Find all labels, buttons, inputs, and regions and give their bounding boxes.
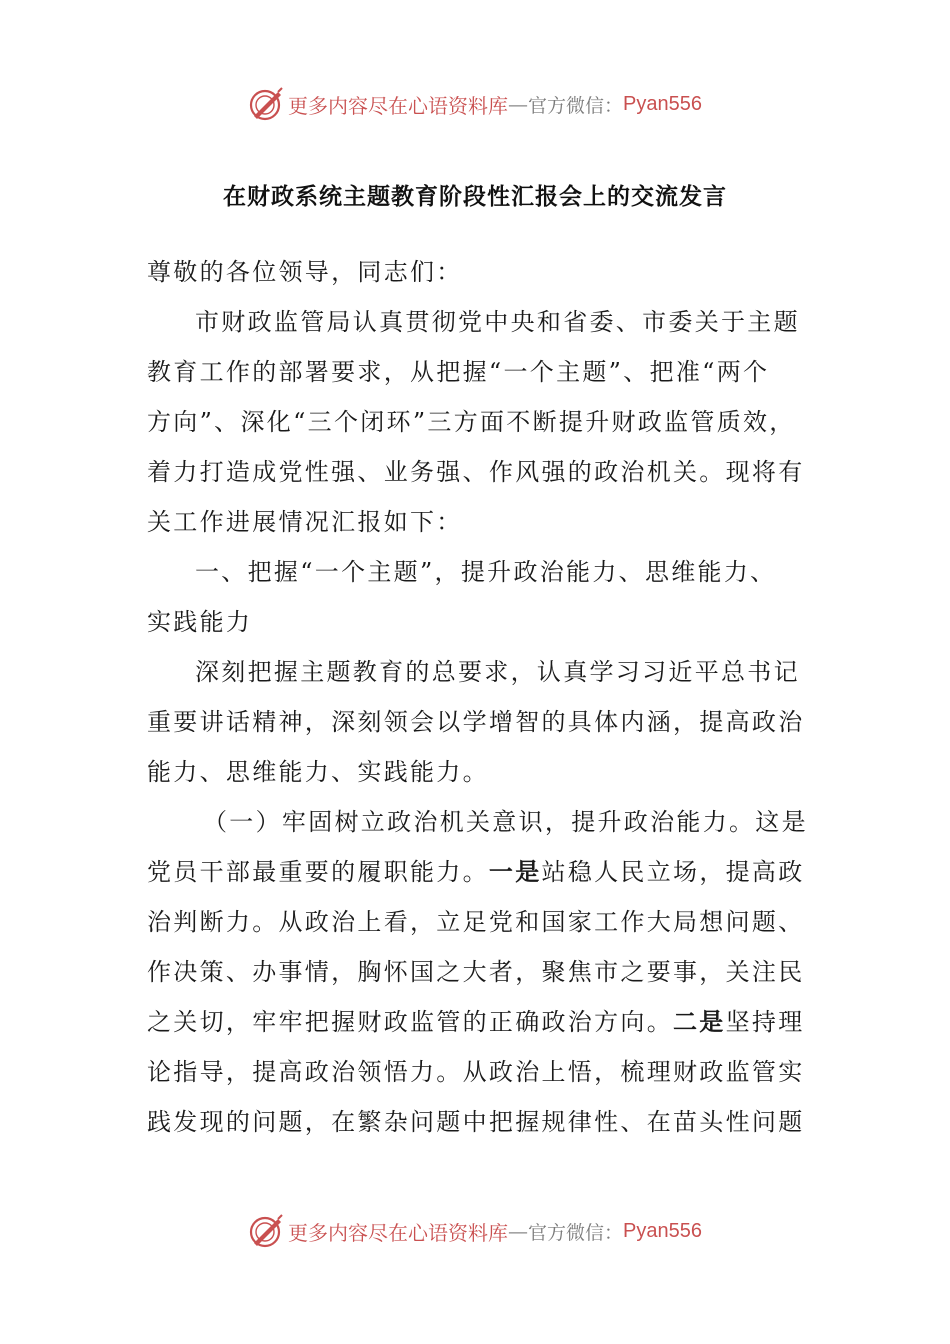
paragraph-line: 重要讲话精神，深刻领会以学增智的具体内涵，提高政治 [147, 708, 805, 736]
line-text: 站稳人民立场，提高政 [541, 858, 805, 886]
section-heading-line: 一、把握“一个主题”，提升政治能力、思维能力、 [195, 558, 777, 586]
watermark-id: Pyan556 [623, 92, 702, 115]
paragraph-line: 能力、思维能力、实践能力。 [147, 758, 489, 786]
line-text: 党员干部最重要的履职能力。 [147, 858, 489, 886]
pen-logo-icon [248, 86, 284, 122]
document-body [147, 247, 808, 1147]
section-heading-line: 实践能力 [147, 608, 253, 636]
paragraph-line: 方向”、深化“三个闭环”三方面不断提升财政监管质效， [147, 408, 796, 436]
subsection-line: （一）牢固树立政治机关意识，提升政治能力。这是 [203, 808, 808, 836]
paragraph-line: 践发现的问题，在繁杂问题中把握规律性、在苗头性问题 [147, 1108, 805, 1136]
watermark-banner-bottom [0, 1211, 950, 1251]
paragraph-line: 市财政监管局认真贯彻党中央和省委、市委关于主题 [195, 308, 800, 336]
paragraph-line [147, 847, 805, 897]
line-text: 坚持理 [725, 1008, 805, 1036]
watermark-label: 官方微信： [528, 1221, 624, 1244]
watermark-separator: — [508, 1219, 528, 1243]
paragraph-line: 关工作进展情况汇报如下： [147, 508, 463, 536]
paragraph-line [147, 997, 805, 1047]
line-text: 之关切，牢牢把握财政监管的正确政治方向。 [147, 1008, 673, 1036]
bold-marker: 二是 [673, 1007, 726, 1036]
salutation-line: 尊敬的各位领导，同志们： [147, 258, 463, 286]
watermark-separator: — [508, 92, 528, 116]
paragraph-line: 作决策、办事情，胸怀国之大者，聚焦市之要事，关注民 [147, 958, 805, 986]
pen-logo-icon [248, 1213, 284, 1249]
watermark-text: 更多内容尽在心语资料库 [288, 93, 508, 118]
document-title: 在财政系统主题教育阶段性汇报会上的交流发言 [223, 183, 727, 210]
bold-marker: 一是 [488, 857, 542, 886]
paragraph-line: 教育工作的部署要求，从把握“一个主题”、把准“两个 [147, 358, 770, 386]
paragraph-line: 着力打造成党性强、业务强、作风强的政治机关。现将有 [147, 458, 805, 486]
watermark-text: 更多内容尽在心语资料库 [288, 1220, 508, 1245]
paragraph-line: 深刻把握主题教育的总要求，认真学习习近平总书记 [195, 658, 800, 686]
watermark-label: 官方微信： [528, 94, 624, 117]
watermark-id: Pyan556 [623, 1219, 702, 1242]
paragraph-line: 论指导，提高政治领悟力。从政治上悟，梳理财政监管实 [147, 1058, 805, 1086]
paragraph-line: 治判断力。从政治上看，立足党和国家工作大局想问题、 [147, 908, 805, 936]
watermark-banner-top [0, 84, 950, 124]
